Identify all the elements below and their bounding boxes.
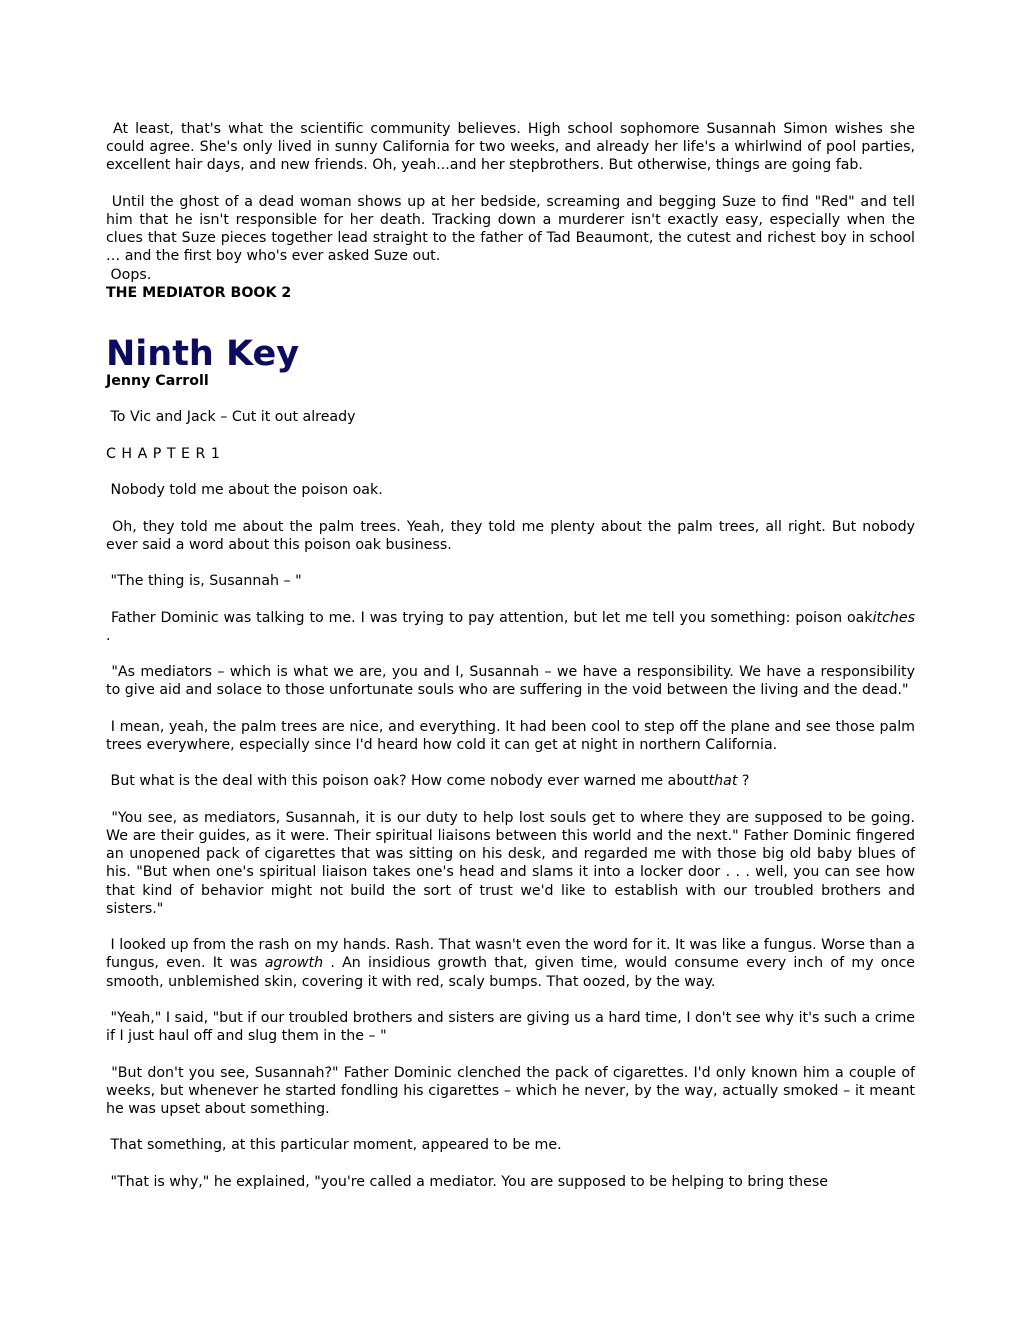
body-paragraph-5: "As mediators – which is what we are, you and I, Susannah – we have a responsibility. We have a responsibility to give aid and solace to those unfortunate souls who are suffering in the void between the living and the dead."	[106, 664, 915, 699]
series-label: THE MEDIATOR BOOK 2	[106, 284, 292, 301]
body-paragraph-9	[106, 936, 915, 991]
blurb-paragraph-1: At least, that's what the scientific community believes. High school sophomore Susannah Simon wishes she could agree. She's only lived in sunny California for two weeks, and already her life's a whirlwind of pool parties, excellent hair days, and new friends. Oh, yeah...and her stepbrothers. But otherwise, things are going fab.	[106, 121, 915, 174]
author-name: Jenny Carroll	[106, 373, 209, 390]
body-paragraph-13: "That is why," he explained, "you're called a mediator. You are supposed to be helping to bring these	[110, 1173, 829, 1190]
paragraph-text: I looked up from the rash on my hands. Rash. That wasn't even the word for it. It was like a fungus. Worse than a fungus, even. It was	[106, 937, 915, 972]
dedication: To Vic and Jack – Cut it out already	[110, 409, 356, 426]
body-paragraph-8: "You see, as mediators, Susannah, it is our duty to help lost souls get to where they are supposed to be going. We are their guides, as it were. Their spiritual liaisons between this world and the next." Father Dominic fingered an unopened pack of cigarettes that was sitting on his desk, and regarded me with those big old baby blues of his. "But when one's spiritual liaison takes one's head and slams it into a locker door . . . well, you can see how that kind of behavior might not build the sort of trust we'd like to establish with our troubled brothers and sisters."	[106, 809, 915, 917]
paragraph-text: .	[106, 627, 111, 644]
body-paragraph-11: "But don't you see, Susannah?" Father Dominic clenched the pack of cigarettes. I'd only known him a couple of weeks, but whenever he started fondling his cigarettes – which he never, by the way, actually smoked – it meant he was upset about something.	[106, 1064, 915, 1117]
book-title: Ninth Key	[106, 334, 300, 375]
blurb-paragraph-2: Until the ghost of a dead woman shows up at her bedside, screaming and begging Suze to find "Red" and tell him that he isn't responsible for her death. Tracking down a murderer isn't exactly easy, especially when the clues that Suze pieces together lead straight to the father of Tad Beaumont, the cutest and richest boy in school … and the first boy who's ever asked Suze out.	[106, 193, 915, 265]
body-paragraph-12: That something, at this particular moment, appeared to be me.	[110, 1137, 562, 1154]
body-paragraph-3: "The thing is, Susannah – "	[110, 573, 302, 590]
paragraph-text: ?	[737, 773, 750, 790]
emphasis-text: agrowth	[264, 955, 324, 972]
emphasis-text: that	[708, 773, 738, 790]
body-paragraph-2: Oh, they told me about the palm trees. Yeah, they told me plenty about the palm trees, all right. But nobody ever said a word about this poison oak business.	[106, 518, 916, 553]
paragraph-text: Father Dominic was talking to me. I was trying to pay attention, but let me tell you something: poison oak	[110, 609, 873, 626]
body-paragraph-6: I mean, yeah, the palm trees are nice, and everything. It had been cool to step off the plane and see those palm trees everywhere, especially since I'd heard how cold it can get at night in northern California.	[106, 718, 915, 753]
body-paragraph-4	[106, 609, 915, 645]
blurb-paragraph-3: Oops.	[110, 266, 152, 283]
emphasis-text: itches	[872, 609, 916, 626]
body-paragraph-10: "Yeah," I said, "but if our troubled brothers and sisters are giving us a hard time, I don't see why it's such a crime if I just haul off and slug them in the – "	[106, 1009, 916, 1045]
body-paragraph-7	[106, 772, 915, 790]
paragraph-text: But what is the deal with this poison oak? How come nobody ever warned me about	[110, 773, 709, 790]
body-paragraph-1: Nobody told me about the poison oak.	[110, 482, 383, 499]
document-page	[106, 120, 915, 1209]
chapter-heading: C H A P T E R 1	[106, 445, 221, 462]
paragraph-text: . An insidious growth that, given time, would consume every inch of my once smooth, unblemished skin, covering it with red, scaly bumps. That oozed, by the way.	[106, 955, 915, 990]
